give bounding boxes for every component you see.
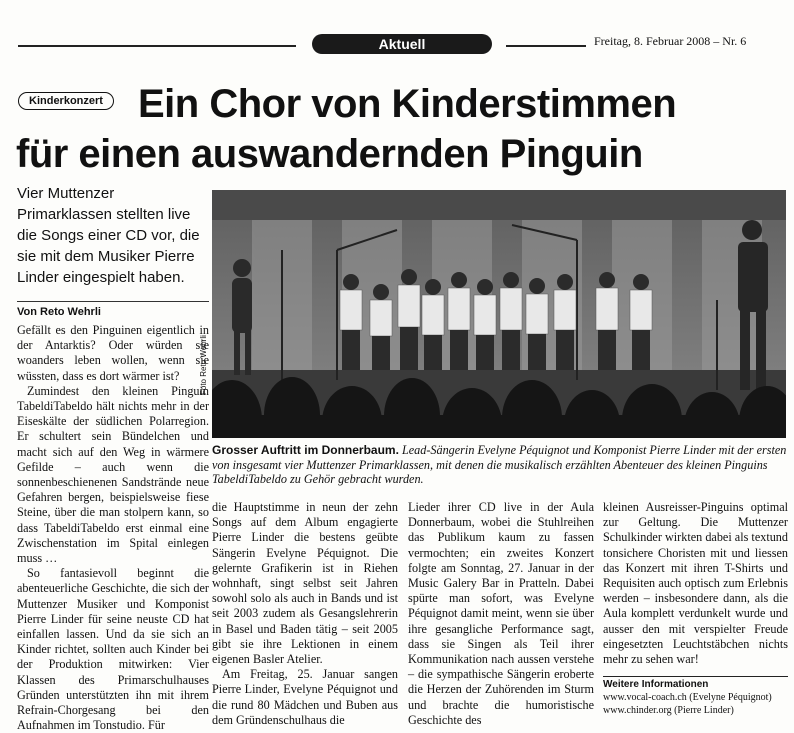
photo-caption: [212, 443, 788, 487]
info-link-vocal-coach[interactable]: www.vocal-coach.ch (Evelyne Péquignot): [603, 692, 772, 703]
byline: Von Reto Wehrli: [17, 301, 209, 319]
header-rule-right: [506, 45, 586, 47]
column-4: [603, 500, 788, 667]
col1-paragraph-2: Zumindest den kleinen Pinguin TabeldiTabeldo hält nichts mehr in der Eiseskälte der südlichen Polarregion. Er schultert sein Bündelchen und macht sich auf den Weg in wärmere Gefilde – auch wenn die sonnenbeschienenen Sandstrände neue Gefahren bergen, beispielsweise fiese Steine, über die man stolpern kann, so dass TabeldiTabeldo erst einmal eine Zwischenstation im Spital einlegen muss …: [17, 383, 209, 566]
column-2: [212, 500, 398, 728]
photo-credit: Foto Reto Wehrli: [199, 335, 208, 395]
col2-paragraph-2: Am Freitag, 25. Januar sangen Pierre Linder, Evelyne Péquignot und die rund 80 Mädchen und Buben aus dem Gründenschulhaus die: [212, 667, 398, 727]
col4-paragraph-1: kleinen Ausreisser-Pinguins optimal zur Geltung. Die Muttenzer Schulkinder wirkten dabei als textund tonsichere Choristen mit und liessen das Konzert mit ihren T-Shirts und Requisiten auch optisch zum Erlebnis werden – insbesondere dann, als die Aula komplett verdunkelt wurde und ausser den mit verspielter Freude eingesetzten Leuchtstäbchen nichts mehr zu sehen war!: [603, 500, 788, 667]
dateline: Freitag, 8. Februar 2008 – Nr. 6: [594, 34, 747, 48]
info-link-chinder[interactable]: www.chinder.org (Pierre Linder): [603, 705, 734, 716]
section-rubric: Aktuell: [312, 34, 492, 54]
info-box: [603, 676, 788, 717]
info-title: Weitere Informationen: [603, 679, 709, 690]
col1-paragraph-3: So fantasievoll beginnt die abenteuerliche Geschichte, die sich der Muttenzer Musiker und Komponist Pierre Linder für seine neuste CD hat einfallen lassen. Und da sie sich an Kinder richtet, sollten auch Kinder bei der Produktion mitwirken: Vier Klassen des Primarschulhauses Gründen unterstützten ihn mit ihrem Refrain-Chorgesang bei den Aufnahmen im Tonstudio. Für: [17, 566, 209, 733]
col3-paragraph-1: Lieder ihrer CD live in der Aula Donnerbaum, wobei die Stuhlreihen das Publikum kaum zu fassen vermochten; ein zweites Konzert folgte am Sonntag, 27. Januar in der Music Galery Bar in Pratteln. Dabei spürte man sofort, was Evelyne Péquignot damit meint, wenn sie über ihre gesangliche Performance sagt, dass sie Singen als Teil ihrer Kommunikation nach aussen verstehe – die sympathische Sängerin eroberte die Herzen der Zuhörenden im Sturm und brachte die humoristische Geschichte des: [408, 500, 594, 727]
caption-title: Grosser Auftritt im Donnerbaum.: [212, 443, 399, 457]
concert-photo: [212, 190, 786, 438]
headline-line-2: für einen auswandernden Pinguin: [16, 132, 643, 176]
column-1: [17, 323, 209, 733]
article-lead: Vier Muttenzer Primarklassen stellten live die Songs einer CD vor, die sie mit dem Musiker Pierre Linder eingespielt haben.: [17, 185, 200, 286]
concert-photo-illustration: [212, 190, 786, 438]
header-rule-left: [18, 45, 296, 47]
column-3: [408, 500, 594, 728]
col2-paragraph-1: die Hauptstimme in neun der zehn Songs auf dem Album engagierte Pierre Linder die bestens geübte Sängerin Evelyne Péquignot. Die gelernte Grafikerin ist in Riehen wohnhaft, singt selbst seit Jahren sowohl solo als auch in Bands und ist seit 2003 zudem als Gesangslehrerin in Basel und Baden tätig – seit 2005 gibt sie ihre Lektionen in einem eigenen Basler Atelier.: [212, 500, 398, 667]
headline-line-1: Ein Chor von Kinderstimmen: [138, 82, 677, 126]
kicker-label: Kinderkonzert: [18, 92, 114, 110]
col1-paragraph-1: Gefällt es den Pinguinen eigentlich in der Antarktis? Oder würden sie woanders leben wollen, wenn sie wüssten, dass es dort wärmer ist?: [17, 323, 209, 383]
caption-text: Lead-Sängerin Evelyne Péquignot und Komponist Pierre Linder mit der ersten von insgesamt vier Muttenzer Primarklassen, mit denen die musikalisch erzählten Abenteuer des kleinen Pinguins TabeldiTabeldo zu Gehör gebracht wurden.: [212, 443, 787, 486]
